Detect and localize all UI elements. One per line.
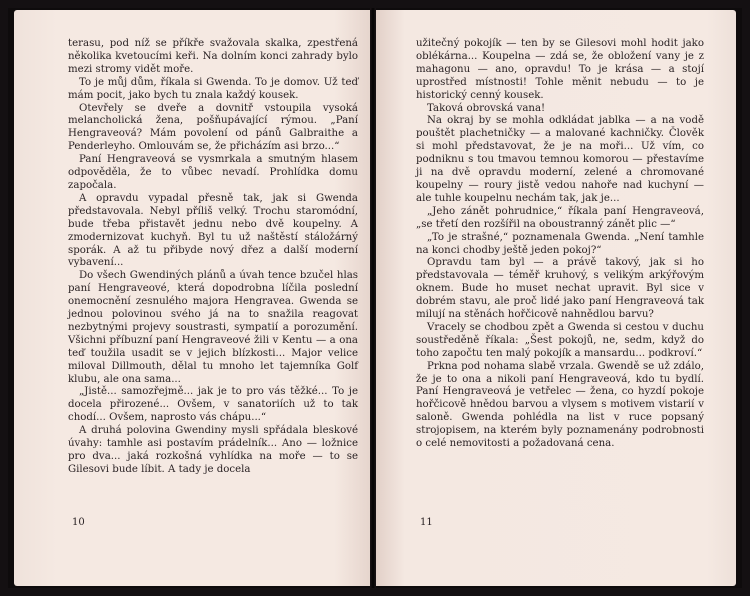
paragraph: Opravdu tam byl — a právě takový, jak si ho představovala — téměř kruhový, s velikým arkýřovým oknem. Bude ho muset nechat upravit. Byl sice v dobrém stavu, ale proč lidé jako paní Hengraveová tak milují na stěnách hořčicově nahnědlou barvu? <box>416 257 704 321</box>
paragraph: Do všech Gwendiných plánů a úvah tence bzučel hlas paní Hengraveové, která dopodrobna líčila poslední onemocnění zesnulého majora Hengravea. Gwenda se jednou polovinou svého já na to snažila reagovat nezbytnými projevy soustrasti, sympatií a porozumění. Všichni příbuzní paní Hengraveové žili v Kentu — a ona teď toužila usadit se v jejich blízkosti... Major velice miloval Dillmouth, dělal tu mnoho let tajemníka Golf klubu, ale ona sama... <box>68 270 358 385</box>
paragraph: „Jeho zánět pohrudnice,“ říkala paní Hengraveová, „se třetí den rozšířil na oboustranný zánět plic —“ <box>416 205 704 230</box>
paragraph: Paní Hengraveová se vysmrkala a smutným hlasem odpověděla, že to vůbec nevadí. Prohlídka domu započala. <box>68 154 358 191</box>
paragraph: „Jistě... samozřejmě... jak je to pro vás těžké... To je docela přirozené... Ovšem, v sanatoriích už to tak chodí... Ovšem, naprosto vás chápu...“ <box>68 386 358 424</box>
paragraph: terasu, pod níž se příkře svažovala skalka, zpestřená několika kvetoucími keři. Na dolním konci zahrady bylo mezi stromy vidět moře. <box>68 38 358 75</box>
left-page-text <box>68 38 358 477</box>
paragraph: A opravdu vypadal přesně tak, jak si Gwenda představovala. Nebyl příliš velký. Trochu staromódní, bude třeba přistavět jednu nebo dvě koupelny. A zmodernizovat kuchyň. Byl tu už naštěstí stáložárný sporák. A až tu přibyde nový dřez a další moderní vybavení... <box>68 192 358 269</box>
paragraph: užitečný pokojík — ten by se Gilesovi mohl hodit jako oblékárna... Koupelna — zdá se, že obložení vany je z mahagonu — ano, opravdu! To je krása — a stojí uprostřed místnosti! Tohle měnit nebudu — to je historický cenný kousek. <box>416 38 704 101</box>
paragraph: To je můj dům, říkala si Gwenda. To je domov. Už teď mám pocit, jako bych tu znala každý kousek. <box>68 76 358 101</box>
right-page <box>376 10 736 586</box>
paragraph: Prkna pod nohama slabě vrzala. Gwendě se už zdálo, že je to ona a nikoli paní Hengraveová, kdo tu bydlí. Paní Hengraveová je vetřelec — žena, co hyzdí pokoje hořčicově hnědou barvou a vlysem s motivem vistarií v saloně. Gwenda pohlédla na list v ruce popsaný strojopisem, na kterém byly poznamenány podrobnosti o celé nemovitosti a požadovaná cena. <box>416 360 704 450</box>
right-page-text <box>416 38 704 451</box>
page-number: 11 <box>420 517 433 528</box>
paragraph: Taková obrovská vana! <box>427 102 546 114</box>
paragraph: Otevřely se dveře a dovnitř vstoupila vysoká melancholická žena, pošňupávající rýmou. „Paní Hengraveová? Mám povolení od pánů Galbraithe a Penderleyho. Omlouvám se, že přicházím asi brzo...“ <box>68 102 358 153</box>
open-book <box>8 8 742 588</box>
paragraph: A druhá polovina Gwendiny mysli spřádala bleskové úvahy: tamhle asi postavím prádelník... Ano — ložnice pro dva... jaká rozkošná vyhlídka na moře — to se Gilesovi bude líbit. A tady je docela <box>68 425 358 475</box>
left-page <box>14 10 370 586</box>
paragraph: Na okraj by se mohla odkládat jablka — a na vodě pouštět plachetničky — a malované kachničky. Člověk si mohl představovat, že je na moři... Už vím, co podniknu s tou tmavou temnou komorou — přestavíme ji na dvě opravdu moderní, zelené a chromované koupelny — roury jistě vedou nahoře nad kuchyní — ale tuhle koupelnu nechám tak, jak je... <box>416 115 704 204</box>
paragraph: Vracely se chodbou zpět a Gwenda si cestou v duchu soustředěně říkala: „Šest pokojů, ne, sedm, když do toho započtu ten malý pokojík a mansardu... podkroví.“ <box>416 321 704 359</box>
page-number: 10 <box>72 517 85 528</box>
paragraph: „To je strašné,“ poznamenala Gwenda. „Není tamhle na konci chodby ještě jeden pokoj?“ <box>416 231 704 256</box>
